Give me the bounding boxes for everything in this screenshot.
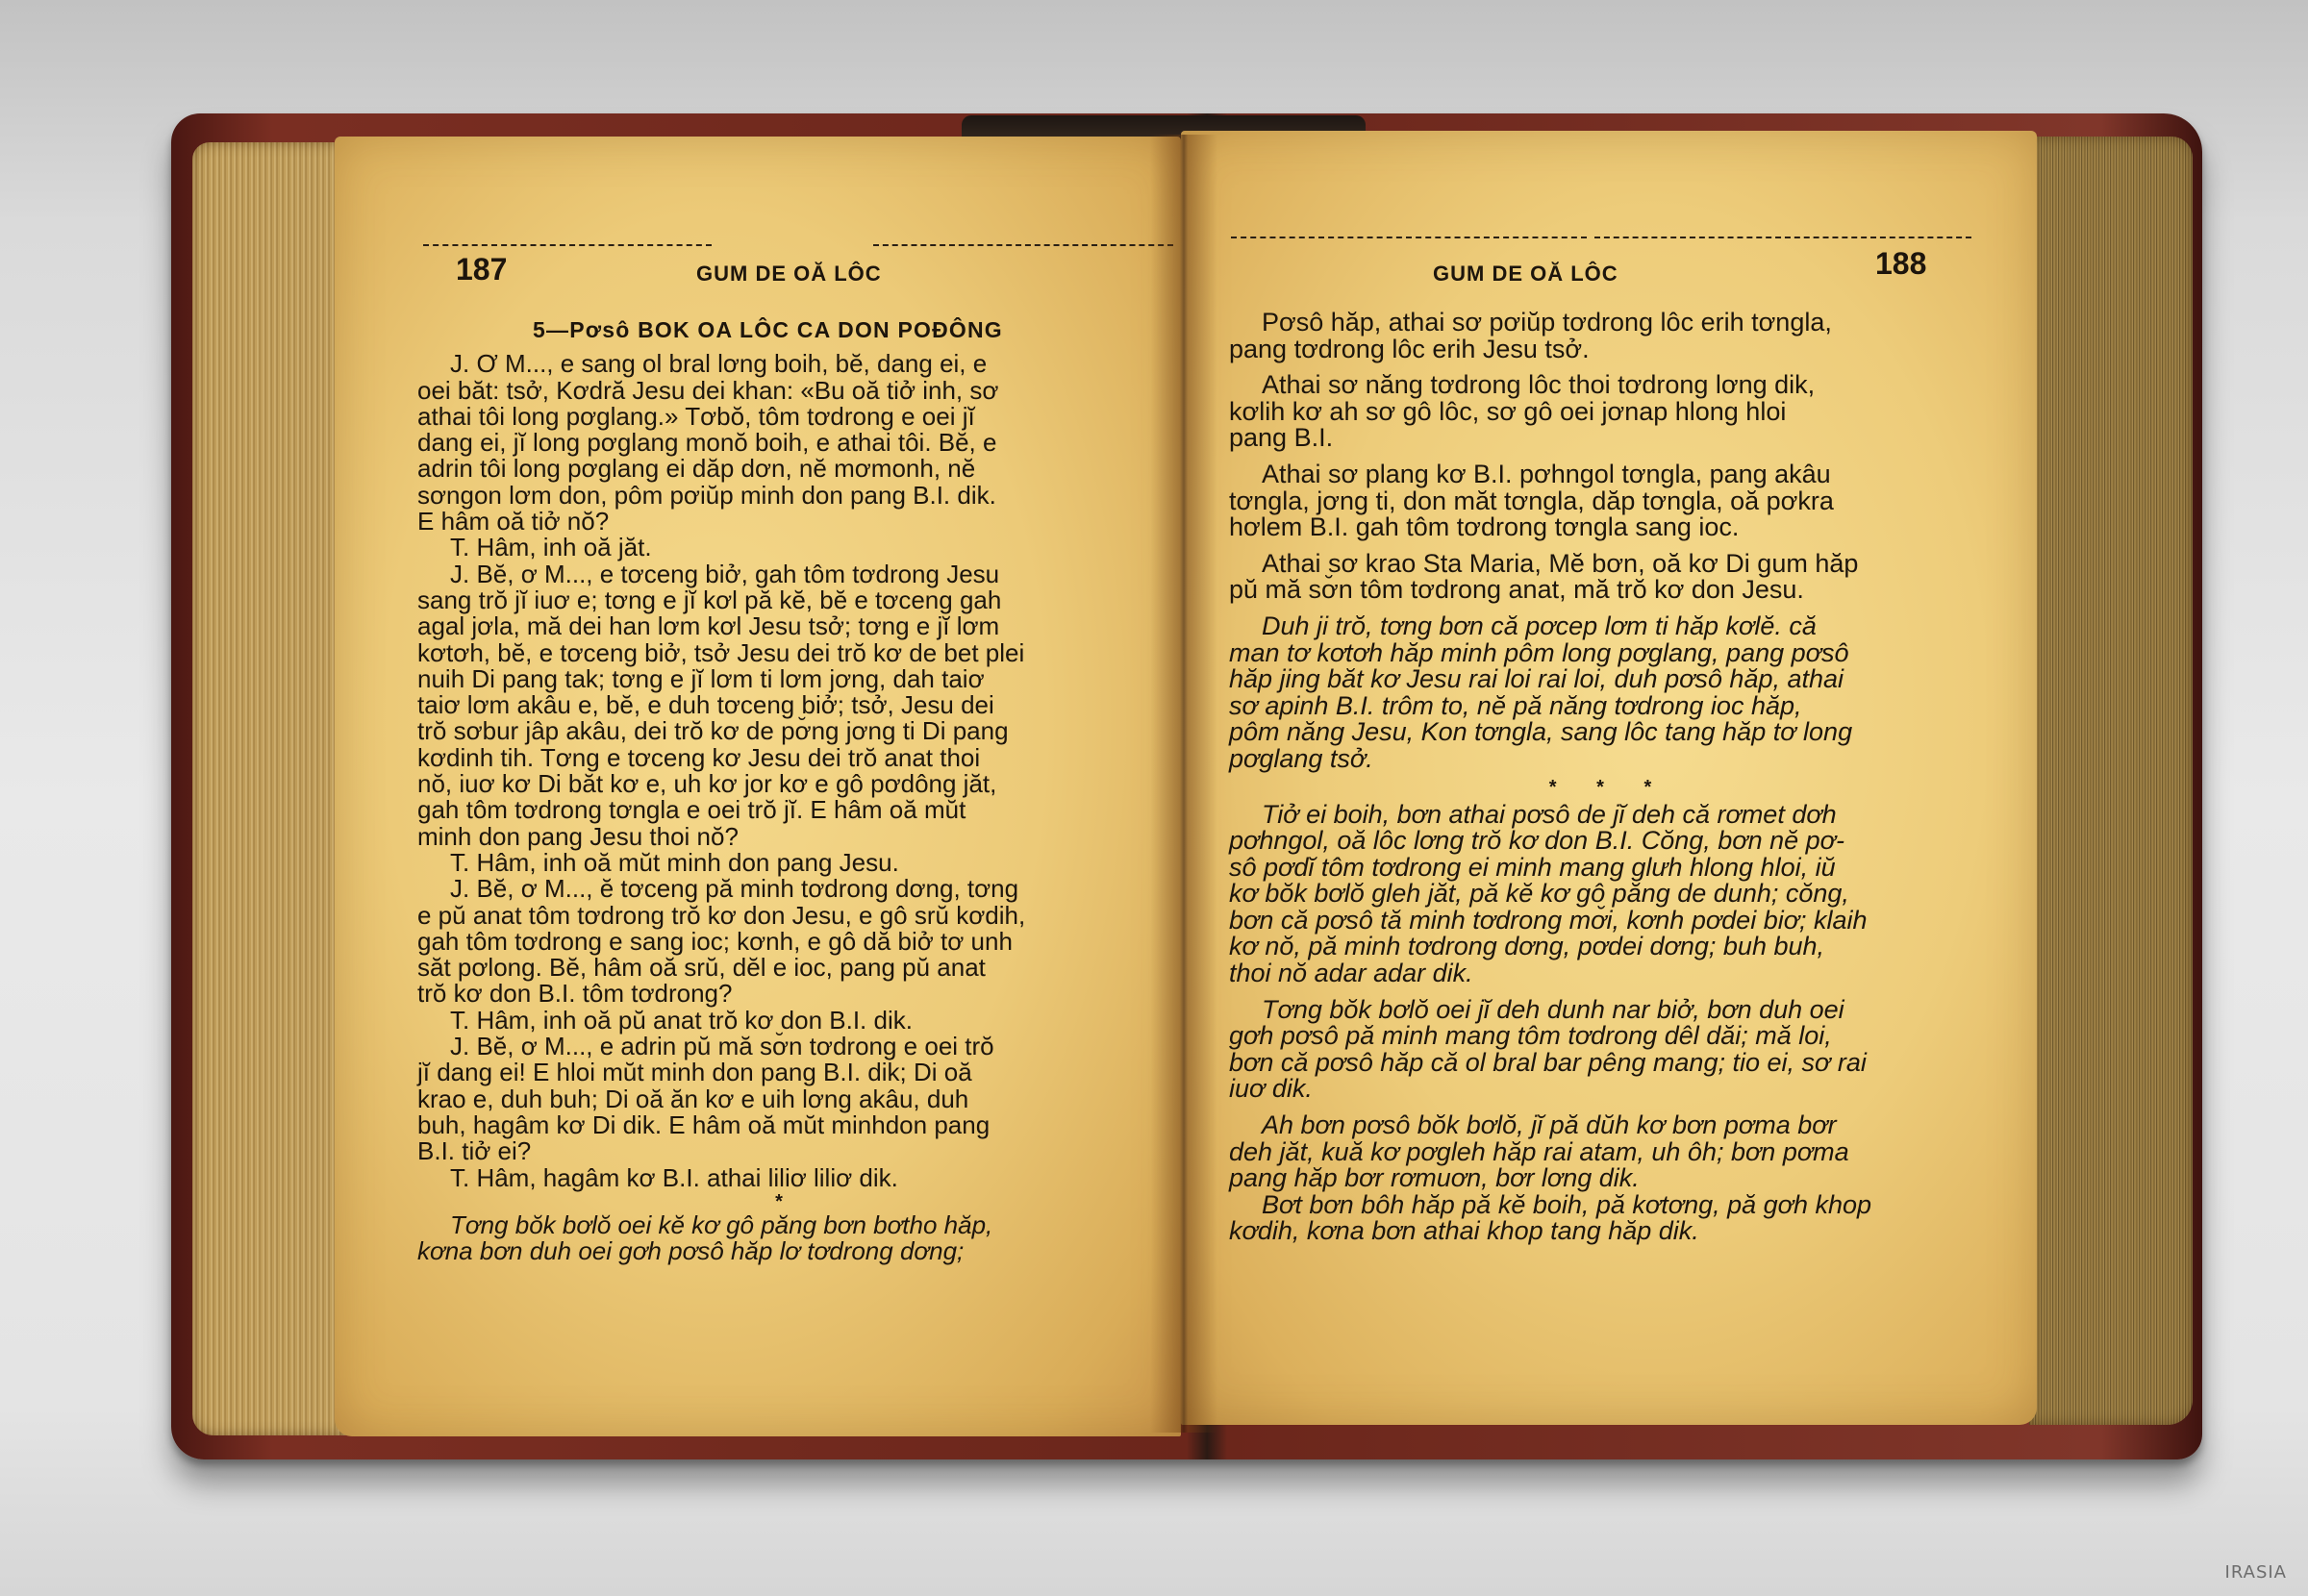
text-line: buh, hagâm kơ Di dik. E hâm oă mŭt minhdon pang — [417, 1110, 991, 1139]
text-line: sơ apinh B.I. trôm to, nĕ pă năng tơdrong ioc hăp, — [1229, 690, 1802, 720]
text-line: e pŭ anat tôm tơdrong trŏ kơ don Jesu, e gô srŭ kơdih, — [417, 900, 1026, 930]
page-number: 188 — [1875, 246, 1927, 281]
text-line: Pơsô hăp, athai sơ pơiŭp tơdrong lôc erih tơngla, — [1262, 308, 1832, 337]
text-line: pang tơdrong lôc erih Jesu tsở. — [1229, 334, 1590, 363]
header-rule — [423, 244, 712, 246]
header-rule — [1594, 237, 1971, 238]
text-line: pơhngol, oă lôc lơng trŏ kơ don B.I. Cŏng, bơn nĕ pơ- — [1229, 826, 1844, 856]
text-line: Athai sơ krao Sta Maria, Mĕ bơn, oă kơ Di gum hăp — [1262, 548, 1859, 578]
text-line: jĭ dang ei! E hloi mŭt minh don pang B.I. dik; Di oă — [417, 1058, 972, 1087]
text-line: trŏ kơ don B.I. tôm tơdrong? — [417, 979, 733, 1009]
text-line: iuơ dik. — [1229, 1074, 1313, 1104]
text-line: bơn că pơsô tă minh tơdrong mơ̆i, kơnh pơdei biơ; klaih — [1229, 905, 1868, 935]
text-line: sang trŏ jĭ iuơ e; tơng e jĭ kơl pă kĕ, bĕ e tơceng gah — [417, 585, 1002, 614]
text-line: kơna bơn duh oei gơh pơsô hăp lơ tơdrong dơng; — [417, 1236, 965, 1266]
text-line: tơngla, jơng ti, don măt tơngla, dăp tơngla, oă pơkra — [1229, 486, 1834, 515]
text-line: nŏ, iuơ kơ Di băt kơ e, uh kơ jor kơ e gô pơdông jăt, — [417, 769, 997, 799]
text-line: kơtơh, bĕ, e tơceng biở, tsở Jesu dei trŏ kơ de bet plei — [417, 637, 1025, 667]
header-rule — [1231, 237, 1587, 238]
text-line: T. Hâm, hagâm kơ B.I. athai liliơ liliơ dik. — [450, 1162, 898, 1192]
text-line: hơlem B.I. gah tôm tơdrong tơngla sang ioc. — [1229, 512, 1740, 542]
text-line: J. Bĕ, ơ M..., e tơceng biở, gah tôm tơdrong Jesu — [450, 559, 1000, 588]
text-line: kơlih kơ ah sơ gô lôc, sơ gô oei jơnap hlong hloi — [1229, 396, 1787, 426]
text-line: gơh pơsô pă minh mang tôm tơdrong dêl dăi; mă loi, — [1229, 1021, 1832, 1051]
left-page-edges — [192, 142, 346, 1435]
running-head: GUM DE OĂ LÔC — [1433, 262, 1618, 286]
text-line: J. Bĕ, ơ M..., ĕ tơceng pă minh tơdrong dơng, tơng — [450, 874, 1019, 904]
text-line: T. Hâm, inh oă mŭt minh don pang Jesu. — [450, 847, 899, 877]
text-line: nuih Di pang tak; tơng e jĭ lơm ti lơm jơng, dah taiơ — [417, 663, 985, 693]
text-line: Athai sơ plang kơ B.I. pơhngol tơngla, pang akâu — [1262, 459, 1831, 488]
page-number: 187 — [456, 252, 508, 287]
text-line: J. Bĕ, ơ M..., e adrin pŭ mă sơ̆n tơdrong e oei trŏ — [450, 1032, 994, 1061]
text-line: pang B.I. — [1229, 423, 1334, 453]
text-line: taiơ lơm akâu e, bĕ, e duh tơceng biở; tsở, Jesu dei — [417, 690, 994, 720]
header-rule — [873, 244, 1173, 246]
text-line: Athai sơ năng tơdrong lôc thoi tơdrong lơng dik, — [1262, 370, 1816, 400]
text-line: athai tôi long pơglang.» Tơbŏ, tôm tơdrong e oei jĭ — [417, 401, 975, 431]
text-line: B.I. tiở ei? — [417, 1136, 532, 1166]
text-line: pôm năng Jesu, Kon tơngla, sang lôc tang hăp tơ long — [1229, 717, 1853, 747]
left-page — [335, 137, 1181, 1436]
text-line: Tiở ei boih, bơn athai pơsô de jĭ deh că rơmet dơh — [1262, 799, 1837, 829]
text-line: Bơt bơn bôh hăp pă kĕ boih, pă kơtơng, pă gơh khop — [1262, 1189, 1872, 1219]
section-separator: * — [775, 1190, 800, 1212]
text-line: J. Ơ M..., e sang ol bral lơng boih, bĕ, dang ei, e — [450, 349, 988, 379]
text-line: gah tôm tơdrong e sang ioc; kơnh, e gô dă biở tơ unh — [417, 926, 1013, 956]
text-line: man tơ kơtơh hăp minh pôm long pơglang, pang pơsô — [1229, 637, 1849, 667]
text-line: kơdih, kơna bơn athai khop tang hăp dik. — [1229, 1216, 1699, 1246]
text-line: pŭ mă sơ̆n tôm tơdrong anat, mă trŏ kơ don Jesu. — [1229, 575, 1804, 605]
text-line: thoi nŏ adar adar dik. — [1229, 959, 1473, 988]
text-line: săt pơlong. Bĕ, hâm oă srŭ, dĕl e ioc, pang pŭ anat — [417, 953, 986, 983]
page-body — [1229, 310, 1989, 1245]
section-title: 5—Pơsô BOK OA LÔC CA DON POĐÔNG — [533, 317, 1003, 342]
text-line: E hâm oă tiở nŏ? — [417, 507, 610, 536]
text-line: bơn că pơsô hăp că ol bral bar pêng mang; tio ei, sơ rai — [1229, 1047, 1867, 1077]
right-page — [1181, 131, 2037, 1425]
text-line: agal jơla, mă dei han lơm kơl Jesu tsở; tơng e jĭ lơm — [417, 611, 1000, 641]
text-line: krao e, duh buh; Di oă ăn kơ e uih lơng akâu, duh — [417, 1084, 969, 1113]
text-line: Tơng bŏk bơlŏ oei jĭ deh dunh nar biở, bơn duh oei — [1262, 994, 1844, 1024]
text-line: sô pơdĭ tôm tơdrong ei minh mang glưh hlong hloi, iŭ — [1229, 852, 1836, 882]
text-line: dang ei, jĭ long pơglang monŏ boih, e athai tôi. Bĕ, e — [417, 428, 997, 458]
text-line: Duh ji trŏ, tơng bơn că pơcep lơm ti hăp kơlĕ. că — [1262, 611, 1817, 640]
right-page-edges — [2029, 137, 2193, 1425]
text-line: oei băt: tsở, Kơdră Jesu dei khan: «Bu oă tiở inh, sơ — [417, 375, 999, 405]
running-head: GUM DE OĂ LÔC — [696, 262, 882, 286]
watermark: IRASIA — [2224, 1562, 2287, 1583]
text-line: deh jăt, kuă kơ pơgleh hăp rai atam, uh ôh; bơn pơma — [1229, 1136, 1849, 1166]
page-body — [417, 317, 1158, 1264]
text-line: Ah bơn pơsô bŏk bơlŏ, jĭ pă dŭh kơ bơn pơma bơr — [1262, 1110, 1837, 1140]
text-line: sơngon lơm don, pôm pơiŭp minh don pang B.I. dik. — [417, 480, 996, 510]
text-line: trŏ sơbur jâp akâu, dei trŏ kơ de pơ̆ng jơng ti Di pang — [417, 716, 1009, 746]
text-line: minh don pang Jesu thoi nŏ? — [417, 821, 739, 851]
text-line: T. Hâm, inh oă pŭ anat trŏ kơ don B.I. dik. — [450, 1005, 913, 1035]
text-line: kơ bŏk bơlŏ gleh jăt, pă kĕ kơ gô păng de dunh; cŏng, — [1229, 879, 1849, 909]
text-line: Tơng bŏk bơlŏ oei kĕ kơ gô păng bơn bơtho hăp, — [450, 1209, 993, 1239]
text-line: T. Hâm, inh oă jăt. — [450, 533, 652, 562]
section-separator: * * * — [1548, 776, 1669, 798]
text-line: pơglang tsở. — [1229, 743, 1373, 773]
text-line: kơ nŏ, pă minh tơdrong dơng, pơdei dơng; buh buh, — [1229, 932, 1825, 961]
text-line: pang hăp bơr rơmuơn, bơr lơng dik. — [1229, 1163, 1640, 1193]
text-line: kơdinh tih. Tơng e tơceng kơ Jesu dei trŏ anat thoi — [417, 742, 981, 772]
text-line: hăp jing băt kơ Jesu rai loi rai loi, duh pơsô hăp, athai — [1229, 664, 1844, 694]
text-line: gah tôm tơdrong tơngla e oei trŏ jĭ. E hâm oă mŭt — [417, 795, 966, 825]
book-gutter — [1150, 135, 1217, 1433]
text-line: adrin tôi long pơglang ei dăp dơn, nĕ mơmonh, nĕ — [417, 454, 976, 484]
